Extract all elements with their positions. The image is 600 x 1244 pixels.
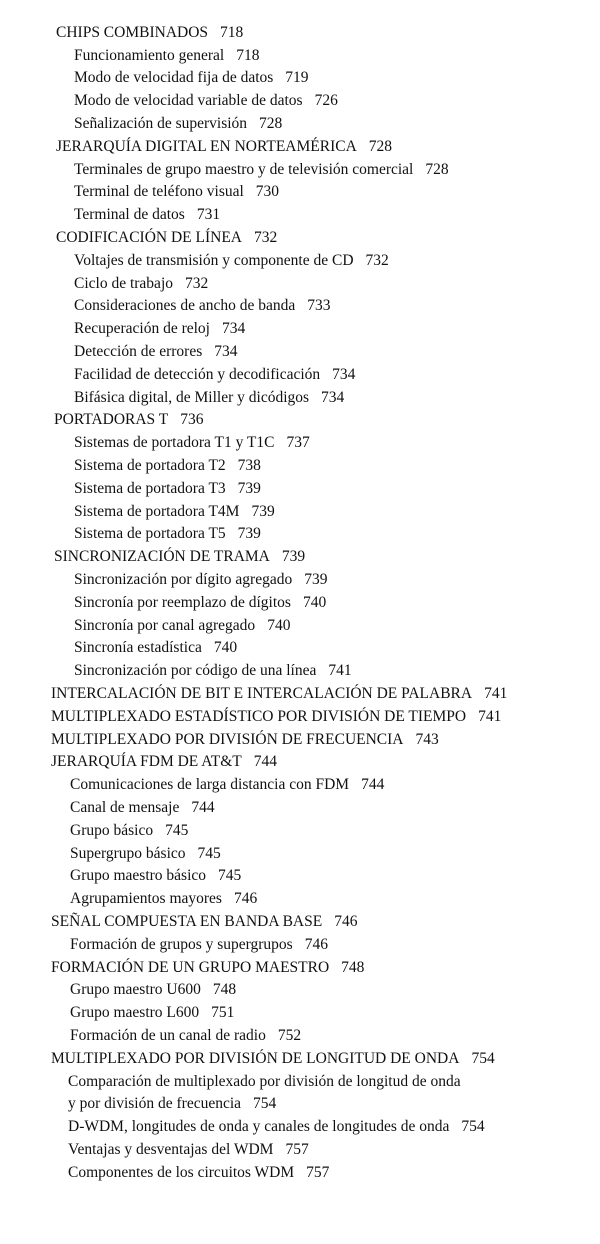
toc-subentry: Modo de velocidad variable de datos 726 <box>74 92 338 109</box>
page-number: 748 <box>341 959 365 976</box>
toc-heading: INTERCALACIÓN DE BIT E INTERCALACIÓN DE PALABRA 741 <box>51 685 508 702</box>
page-number: 739 <box>237 480 261 497</box>
page-number: 744 <box>361 776 385 793</box>
page-number: 732 <box>254 229 278 246</box>
page-number: 739 <box>251 503 275 520</box>
toc-subentry: Comunicaciones de larga distancia con FDM 744 <box>70 776 385 793</box>
toc-subentry: Señalización de supervisión 728 <box>74 115 283 132</box>
toc-subentry: Sincronía estadística 740 <box>74 639 238 656</box>
page-number: 744 <box>191 799 215 816</box>
page-number: 740 <box>302 594 327 611</box>
toc-subentry: Grupo maestro L600 751 <box>70 1004 235 1021</box>
toc-heading: CHIPS COMBINADOS 718 <box>56 24 244 41</box>
page-number: 745 <box>218 867 242 884</box>
toc-subentry: Canal de mensaje 744 <box>70 799 215 816</box>
toc-heading: PORTADORAS T 736 <box>54 411 204 428</box>
page-number: 739 <box>237 525 261 542</box>
toc-heading: SINCRONIZACIÓN DE TRAMA 739 <box>54 548 306 565</box>
toc-subentry: Sistema de portadora T4M 739 <box>74 503 275 520</box>
toc-subentry: Detección de errores 734 <box>74 343 238 360</box>
page-number: 745 <box>197 845 221 862</box>
page-number: 746 <box>334 913 358 930</box>
page-number: 751 <box>211 1004 235 1021</box>
toc-subentry: Sincronización por código de una línea 741 <box>74 662 352 679</box>
page-number: 757 <box>306 1164 330 1181</box>
page-number: 728 <box>425 161 449 178</box>
toc-subentry: D-WDM, longitudes de onda y canales de longitudes de onda 754 <box>68 1118 485 1135</box>
toc-subentry: Terminal de teléfono visual 730 <box>74 183 280 200</box>
page-number: 726 <box>314 92 338 109</box>
toc-subentry: Comparación de multiplexado por división de longitud de onda <box>68 1073 461 1090</box>
page-number: 746 <box>233 890 258 907</box>
toc-subentry: Voltajes de transmisión y componente de CD 732 <box>74 252 389 269</box>
page-number: 738 <box>237 457 261 474</box>
page-number: 739 <box>304 571 328 588</box>
toc-subentry: Ciclo de trabajo 732 <box>74 275 209 292</box>
page-number: 732 <box>185 275 209 292</box>
page-number: 728 <box>368 138 393 155</box>
toc-subentry: Terminal de datos 731 <box>74 206 221 223</box>
page-number: 734 <box>321 389 345 406</box>
page-number: 746 <box>304 936 328 953</box>
toc-subentry: Facilidad de detección y decodificación 734 <box>74 366 356 383</box>
toc-heading: JERARQUÍA FDM DE AT&T 744 <box>51 753 278 770</box>
toc-subentry: Ventajas y desventajas del WDM 757 <box>68 1141 309 1158</box>
page-number: 741 <box>484 685 508 702</box>
toc-heading: FORMACIÓN DE UN GRUPO MAESTRO 748 <box>51 959 365 976</box>
page-number: 757 <box>285 1141 309 1158</box>
toc-heading: JERARQUÍA DIGITAL EN NORTEAMÉRICA 728 <box>56 138 393 155</box>
toc-subentry: Funcionamiento general 718 <box>74 47 260 64</box>
toc-subentry: Grupo maestro básico 745 <box>70 867 242 884</box>
toc-heading: SEÑAL COMPUESTA EN BANDA BASE 746 <box>51 913 358 930</box>
toc-subentry: Sistema de portadora T2 738 <box>74 457 261 474</box>
page-number: 740 <box>267 617 291 634</box>
toc-heading: MULTIPLEXADO POR DIVISIÓN DE FRECUENCIA 743 <box>51 731 439 748</box>
page-number: 754 <box>461 1118 485 1135</box>
toc-subentry: Sistemas de portadora T1 y T1C 737 <box>74 434 310 451</box>
page-number: 718 <box>220 24 244 41</box>
page-number: 754 <box>253 1095 277 1112</box>
page-number: 718 <box>236 47 260 64</box>
page-number: 728 <box>259 115 283 132</box>
toc-subentry: Formación de un canal de radio 752 <box>70 1027 302 1044</box>
toc-subentry: Sincronía por canal agregado 740 <box>74 617 291 634</box>
toc-heading: MULTIPLEXADO ESTADÍSTICO POR DIVISIÓN DE TIEMPO 741 <box>51 708 502 725</box>
toc-subentry: Sincronía por reemplazo de dígitos 740 <box>74 594 327 611</box>
page-number: 734 <box>222 320 246 337</box>
toc-subentry: Bifásica digital, de Miller y dicódigos 734 <box>74 389 345 406</box>
toc-heading: CODIFICACIÓN DE LÍNEA 732 <box>56 229 278 246</box>
toc-subentry: Terminales de grupo maestro y de televisión comercial 728 <box>74 161 449 178</box>
toc-heading: MULTIPLEXADO POR DIVISIÓN DE LONGITUD DE ONDA 754 <box>51 1050 495 1067</box>
toc-subentry: Formación de grupos y supergrupos 746 <box>70 936 328 953</box>
page-number: 740 <box>213 639 238 656</box>
page-number: 730 <box>255 183 280 200</box>
page-number: 754 <box>471 1050 495 1067</box>
page-number: 743 <box>415 731 439 748</box>
toc-subentry: Supergrupo básico 745 <box>70 845 221 862</box>
toc-subentry: Modo de velocidad fija de datos 719 <box>74 69 309 86</box>
page-number: 752 <box>277 1027 302 1044</box>
toc-subentry: Grupo básico 745 <box>70 822 189 839</box>
page-number: 737 <box>286 434 310 451</box>
page-number: 741 <box>328 662 352 679</box>
page-number: 731 <box>196 206 221 223</box>
toc-subentry: Recuperación de reloj 734 <box>74 320 246 337</box>
toc-subentry: Sincronización por dígito agregado 739 <box>74 571 328 588</box>
page-number: 739 <box>281 548 306 565</box>
toc-subentry: Sistema de portadora T5 739 <box>74 525 261 542</box>
page-number: 732 <box>365 252 389 269</box>
toc-subentry: Consideraciones de ancho de banda 733 <box>74 297 331 314</box>
toc-subentry: Sistema de portadora T3 739 <box>74 480 261 497</box>
toc-subentry: Componentes de los circuitos WDM 757 <box>68 1164 330 1181</box>
toc-subentry: Agrupamientos mayores 746 <box>70 890 258 907</box>
page-number: 748 <box>212 981 237 998</box>
toc-subentry: Grupo maestro U600 748 <box>70 981 237 998</box>
toc-subentry-continuation: y por división de frecuencia 754 <box>68 1095 277 1112</box>
page-number: 745 <box>165 822 189 839</box>
page-number: 733 <box>307 297 331 314</box>
page-number: 719 <box>285 69 309 86</box>
page-number: 734 <box>214 343 238 360</box>
page-number: 736 <box>180 411 204 428</box>
page-number: 741 <box>478 708 502 725</box>
page-number: 734 <box>332 366 356 383</box>
page-number: 744 <box>253 753 278 770</box>
